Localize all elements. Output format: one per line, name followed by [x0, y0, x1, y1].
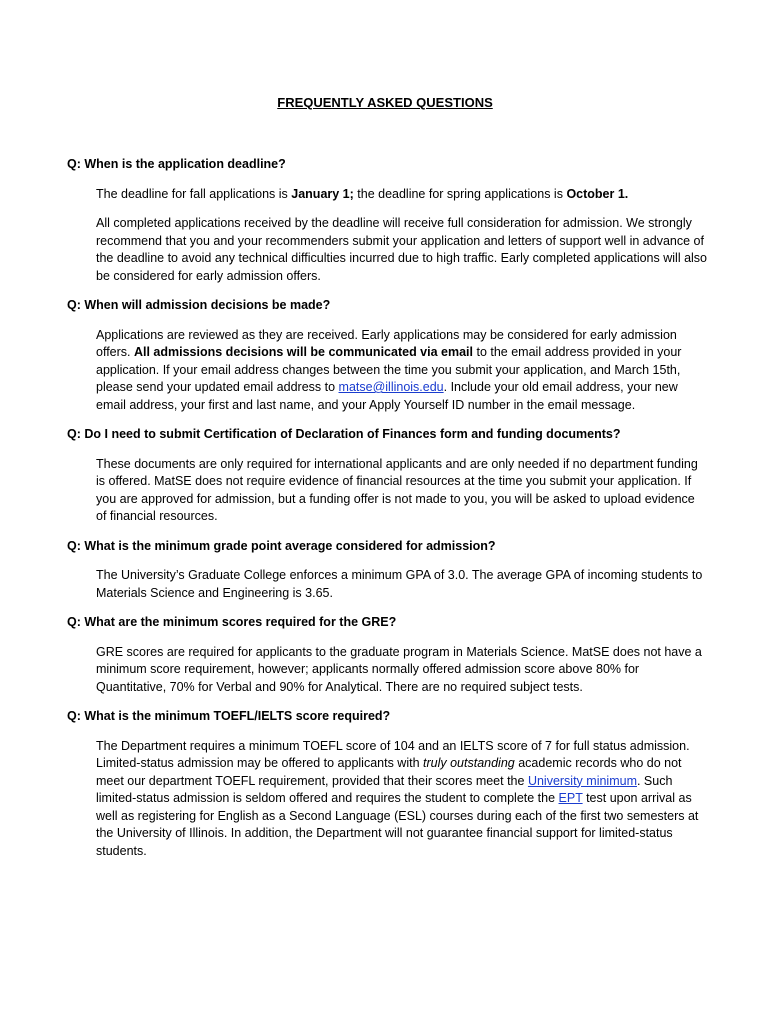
email-link[interactable]: matse@illinois.edu	[338, 380, 444, 394]
answer-text: the deadline for spring applications is	[353, 186, 567, 201]
university-minimum-link[interactable]: University minimum	[527, 773, 637, 788]
faq-item-gre	[67, 614, 707, 696]
page-title: FREQUENTLY ASKED QUESTIONS	[277, 95, 493, 110]
answer-paragraph	[96, 186, 707, 204]
answer-text: The Department requires a minimum TOEFL score of 104 and an IELTS score of 7 for full status admission. Limited-status admission may be offered to applicants with	[96, 738, 690, 770]
answer-text: . Include your old email address, your new email address, your first and last name, and your Apply Yourself ID number in the email message.	[96, 380, 678, 412]
question-heading: Q: What is the minimum TOEFL/IELTS score required?	[67, 709, 391, 723]
answer-bold-text: All admissions decisions will be communicated via email	[133, 345, 473, 359]
faq-item-toefl	[67, 708, 707, 860]
answer-paragraph	[96, 738, 707, 861]
answer-paragraph	[96, 327, 707, 415]
answer-paragraph: These documents are only required for international applicants and are only needed if no department funding is offered. MatSE does not require evidence of financial resources at the time you submit your application. If you are approved for admission, but a funding offer is not made to you, you will be asked to upload evidence of financial resources.	[96, 456, 698, 523]
answer-bold-text: October 1.	[566, 186, 629, 201]
answer-text: to the email address provided in your application. If your email address changes between the time you submit your application, and March 15th, please send your updated email address to	[96, 345, 682, 394]
answer-italic-text: truly outstanding	[423, 756, 515, 770]
question-heading: Q: When will admission decisions be made?	[67, 298, 331, 312]
answer-text: The deadline for fall applications is	[96, 186, 292, 201]
answer-paragraph: All completed applications received by the deadline will receive full consideration for admission. We strongly recommend that you and your recommenders submit your application and letters of support well in advance of the deadline to avoid any technical difficulties incurred due to high traffic. Early completed applications will also be considered for early admission offers.	[96, 216, 707, 283]
faq-item-deadline	[67, 156, 707, 285]
faq-item-decisions	[67, 297, 707, 414]
answer-bold-text: January 1;	[291, 186, 354, 201]
answer-text: . Such limited-status admission is seldom offered and requires the student to complete the	[96, 773, 673, 805]
ept-link[interactable]: EPT	[558, 791, 583, 805]
faq-item-finances	[67, 426, 707, 526]
answer-text: test upon arrival as well as registering for English as a Second Language (ESL) courses during each of the first two semesters at the University of Illinois. In addition, the Department will not guarantee financial support for limited-status students.	[96, 791, 699, 858]
question-heading: Q: When is the application deadline?	[67, 157, 286, 171]
answer-text: Applications are reviewed as they are received. Early applications may be considered for early admission offers.	[96, 327, 677, 359]
answer-text: academic records who do not meet our department TOEFL requirement, provided that their scores meet the	[96, 756, 682, 788]
answer-paragraph: GRE scores are required for applicants to the graduate program in Materials Science. MatSE does not have a minimum score requirement, however; applicants normally offered admission score above 80% for Quantitative, 70% for Verbal and 90% for Analytical. There are no required subject tests.	[96, 644, 702, 694]
question-heading: Q: What is the minimum grade point average considered for admission?	[67, 538, 496, 553]
question-heading: Q: What are the minimum scores required for the GRE?	[67, 615, 397, 629]
faq-list	[67, 156, 707, 872]
answer-paragraph: The University’s Graduate College enforces a minimum GPA of 3.0. The average GPA of incoming students to Materials Science and Engineering is 3.65.	[96, 568, 703, 600]
faq-item-gpa	[67, 538, 707, 603]
question-heading: Q: Do I need to submit Certification of Declaration of Finances form and funding documents?	[67, 427, 621, 441]
